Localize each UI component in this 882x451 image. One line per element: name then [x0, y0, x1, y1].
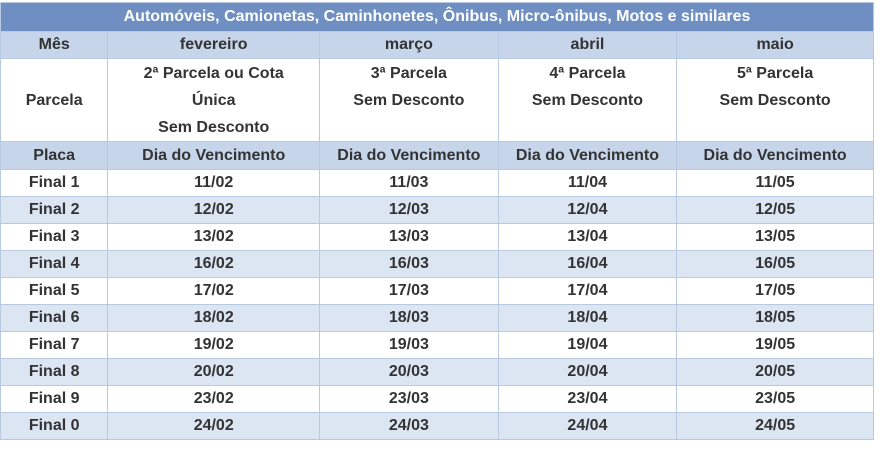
- due-date-cell: 19/05: [677, 332, 874, 359]
- table-row: [1, 224, 874, 251]
- plate-final: Final 6: [1, 305, 108, 332]
- parcela-line: 3ª Parcela: [370, 65, 447, 82]
- table-row: [1, 386, 874, 413]
- plate-final: Final 3: [1, 224, 108, 251]
- due-date-cell: 16/02: [108, 251, 320, 278]
- due-date-cell: 13/04: [498, 224, 677, 251]
- plate-final: Final 9: [1, 386, 108, 413]
- parcela-cell: [320, 59, 499, 142]
- due-date-cell: 19/02: [108, 332, 320, 359]
- due-date-cell: 13/03: [320, 224, 499, 251]
- parcela-line: 2ª Parcela ou Cota: [143, 65, 284, 82]
- parcela-line: Única: [191, 92, 236, 109]
- due-date-cell: 12/05: [677, 197, 874, 224]
- due-day-header: Dia do Vencimento: [108, 142, 320, 170]
- due-date-cell: 19/03: [320, 332, 499, 359]
- table-row: [1, 197, 874, 224]
- table-row: [1, 413, 874, 440]
- plate-final: Final 0: [1, 413, 108, 440]
- parcela-cell: [108, 59, 320, 142]
- parcela-line: Sem Desconto: [353, 92, 465, 109]
- due-date-cell: 20/03: [320, 359, 499, 386]
- due-date-cell: 17/05: [677, 278, 874, 305]
- due-date-cell: 18/04: [498, 305, 677, 332]
- parcela-line: Sem Desconto: [531, 92, 644, 109]
- parcela-line: Sem Desconto: [719, 92, 831, 109]
- placa-header-row: [1, 142, 874, 170]
- plate-final: Final 1: [1, 170, 108, 197]
- table-title: Automóveis, Camionetas, Caminhonetes, Ônibus, Micro-ônibus, Motos e similares: [1, 3, 874, 32]
- due-date-cell: 23/04: [498, 386, 677, 413]
- due-date-cell: 12/03: [320, 197, 499, 224]
- due-date-cell: 17/04: [498, 278, 677, 305]
- plate-final: Final 4: [1, 251, 108, 278]
- due-date-cell: 11/03: [320, 170, 499, 197]
- parcela-line: 4ª Parcela: [549, 65, 626, 82]
- due-date-cell: 24/02: [108, 413, 320, 440]
- due-date-cell: 11/05: [677, 170, 874, 197]
- due-date-cell: 16/04: [498, 251, 677, 278]
- month-header: março: [320, 32, 499, 59]
- due-date-cell: 18/03: [320, 305, 499, 332]
- due-date-cell: 18/05: [677, 305, 874, 332]
- due-date-cell: 24/03: [320, 413, 499, 440]
- plate-final: Final 5: [1, 278, 108, 305]
- due-day-header: Dia do Vencimento: [677, 142, 874, 170]
- due-date-cell: 18/02: [108, 305, 320, 332]
- due-date-cell: 20/02: [108, 359, 320, 386]
- ipva-calendar: [0, 2, 874, 440]
- due-date-cell: 11/02: [108, 170, 320, 197]
- due-date-cell: 17/02: [108, 278, 320, 305]
- month-header: abril: [498, 32, 677, 59]
- month-header: maio: [677, 32, 874, 59]
- month-header: fevereiro: [108, 32, 320, 59]
- due-date-cell: 12/02: [108, 197, 320, 224]
- due-date-cell: 23/05: [677, 386, 874, 413]
- parcela-line: 5ª Parcela: [737, 65, 814, 82]
- due-date-table: [0, 2, 874, 440]
- parcela-row: [1, 59, 874, 142]
- due-day-header: Dia do Vencimento: [320, 142, 499, 170]
- due-date-cell: 24/04: [498, 413, 677, 440]
- due-date-cell: 12/04: [498, 197, 677, 224]
- due-date-cell: 17/03: [320, 278, 499, 305]
- due-date-cell: 16/03: [320, 251, 499, 278]
- table-row: [1, 305, 874, 332]
- due-date-cell: 23/02: [108, 386, 320, 413]
- month-header-row: [1, 32, 874, 59]
- table-row: [1, 278, 874, 305]
- due-date-cell: 20/04: [498, 359, 677, 386]
- due-date-cell: 19/04: [498, 332, 677, 359]
- due-day-header: Dia do Vencimento: [498, 142, 677, 170]
- table-row: [1, 251, 874, 278]
- due-date-cell: 13/05: [677, 224, 874, 251]
- table-row: [1, 332, 874, 359]
- due-date-cell: 16/05: [677, 251, 874, 278]
- due-date-cell: 24/05: [677, 413, 874, 440]
- due-date-rows: [1, 170, 874, 440]
- placa-label: Placa: [1, 142, 108, 170]
- table-row: [1, 359, 874, 386]
- due-date-cell: 20/05: [677, 359, 874, 386]
- due-date-cell: 13/02: [108, 224, 320, 251]
- plate-final: Final 2: [1, 197, 108, 224]
- parcela-cell: [677, 59, 874, 142]
- table-title-row: [1, 3, 874, 32]
- table-row: [1, 170, 874, 197]
- parcela-cell: [498, 59, 677, 142]
- plate-final: Final 8: [1, 359, 108, 386]
- parcela-line: Sem Desconto: [158, 119, 270, 136]
- plate-final: Final 7: [1, 332, 108, 359]
- month-label: Mês: [1, 32, 108, 59]
- due-date-cell: 11/04: [498, 170, 677, 197]
- due-date-cell: 23/03: [320, 386, 499, 413]
- parcela-label: Parcela: [1, 59, 108, 142]
